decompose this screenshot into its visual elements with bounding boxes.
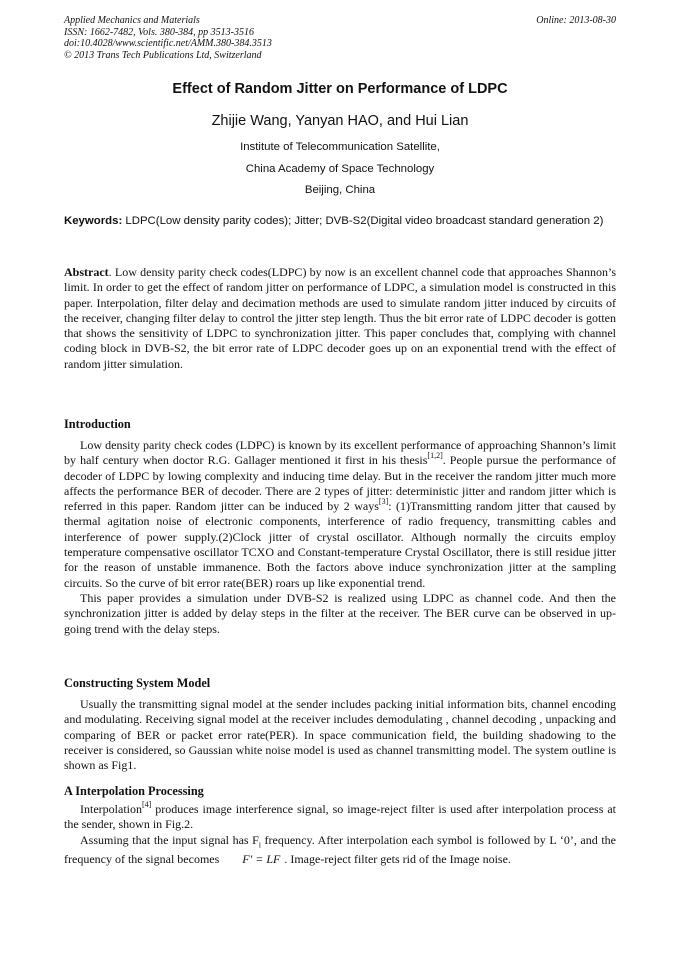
citation: [1,2]: [427, 451, 443, 461]
system-model-body: [64, 697, 616, 773]
keywords: [64, 214, 616, 229]
affiliation-line: Institute of Telecommunication Satellite,: [240, 141, 440, 153]
paragraph: Assuming that the input signal has $F_l$ frequency. After interpolation each symbol is followed by L ‘0’, and the frequency of the signal becomes F′ = LF . Image-reject filter gets rid of the Image noise.: [64, 832, 616, 867]
subsection-heading-interpolation: A Interpolation Processing: [64, 784, 204, 798]
affiliation: [64, 137, 616, 202]
affiliation-line: China Academy of Space Technology: [245, 162, 435, 175]
paper-title: Effect of Random Jitter on Performance of LDPC: [172, 81, 508, 97]
journal-header: [64, 15, 616, 61]
author-list: Zhijie Wang, Yanyan HAO, and Hui Lian: [211, 113, 469, 129]
introduction-body: [64, 438, 616, 637]
interpolation-body: [64, 802, 616, 868]
citation: [3]: [378, 497, 389, 507]
journal-name: Applied Mechanics and Materials: [64, 15, 200, 26]
paragraph: Interpolation[4] produces image interference signal, so image-reject filter is used after interpolation process at the sender, shown in Fig.2.: [64, 800, 616, 832]
abstract-label: Abstract: [64, 265, 109, 279]
citation: [4]: [141, 800, 152, 809]
paragraph: This paper provides a simulation under DVB-S2 is realized using LDPC as channel code. And then the synchronization jitter is added by delay steps in the filter at the receiver. The BER curve can be observed in up-going trend with the delay steps.: [64, 590, 616, 636]
affiliation-line: Beijing, China: [304, 184, 376, 196]
doi-line: doi:10.4028/www.scientific.net/AMM.380-384.3513: [64, 38, 272, 49]
section-heading-system-model: Constructing System Model: [64, 676, 211, 690]
abstract-text: . Low density parity check codes(LDPC) by now is an excellent channel code that approaches Shannon’s limit. In order to get the effect of random jitter on performance of LDPC, a simulation model is constructed in this paper. Interpolation, filter delay and decimation methods are used to simulate random jitter induced by circuits of the receiver, changing filter delay to control the jitter step length. Thus the bit error rate of LDPC decoder is gotten that shows the sensitivity of LDPC to synchronization jitter. This paper concludes that, complying with channel coding block in DVB-S2, the bit error rate of LDPC decoder goes up on an exponential trend with the effect of random jitter simulation.: [64, 265, 616, 371]
online-date: Online: 2013-08-30: [536, 15, 616, 26]
abstract: [64, 265, 616, 372]
section-heading-introduction: Introduction: [64, 417, 131, 431]
paragraph: Usually the transmitting signal model at the sender includes packing initial information bits, channel encoding and modulating. Receiving signal model at the receiver includes demodulating , channel decoding , unpacking and comparing of BER or packet error rate(PER). In space communication field, the building shadowing to the receiver is considered, so Gaussian white noise model is used as channel transmitting model. The system outline is shown as Fig1.: [64, 697, 616, 773]
keywords-text: LDPC(Low density parity codes); Jitter; DVB-S2(Digital video broadcast standard generation 2): [122, 215, 604, 227]
issn-line: ISSN: 1662-7482, Vols. 380-384, pp 3513-3516: [64, 26, 254, 38]
keywords-label: Keywords:: [64, 215, 123, 227]
copyright-line: © 2013 Trans Tech Publications Ltd, Switzerland: [64, 49, 262, 61]
paragraph: Low density parity check codes (LDPC) is known by its excellent performance of approaching Shannon’s limit by half century when doctor R.G. Gallager mentioned it first in his thesis[1,2]. People pursue the performance of decoder of LDPC by lowing complexity and inducing time delay. But in the receiver the random jitter much more affects the performance BER of decoder. There are 2 types of jitter: deterministic jitter and random jitter which is referred in this paper. Random jitter can be induced by 2 ways[3]: (1)Transmitting random jitter that caused by thermal agitation noise of electronic components, interference of radio frequency, transmitting cables and interference of power supply.(2)Clock jitter of crystal oscillator. Although normally the circuits employ temperature compensative oscillator TCXO and Constant-temperature Crystal Oscillator, there is still residue jitter for the reason of unstable immanence. Both the factors above induce synchronization jitter at the sampling circuits. So the curve of bit error rate(BER) roars up like exponential trend.: [64, 438, 617, 590]
frequency-formula: F′ = LF: [242, 852, 281, 867]
